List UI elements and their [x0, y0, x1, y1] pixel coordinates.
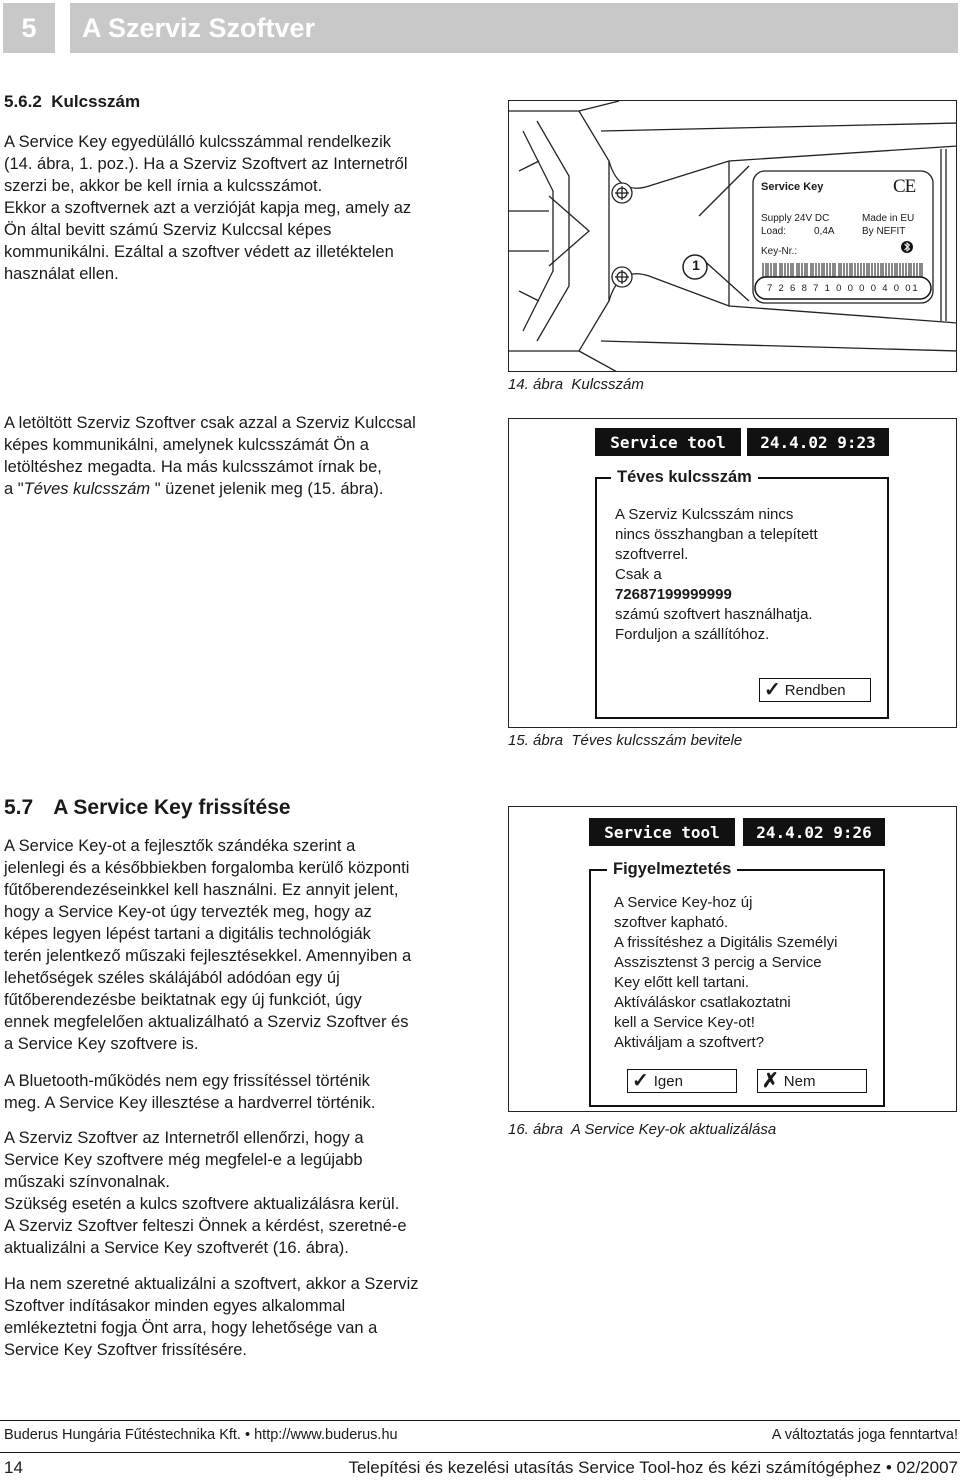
dialog-message — [615, 505, 885, 645]
title-bar-right: 24.4.02 9:23 — [747, 428, 889, 456]
text-line: A letöltött Szerviz Szoftver csak azzal a Szerviz Kulccsal — [4, 414, 416, 432]
section-title: A Service Key frissítése — [53, 796, 291, 819]
paragraph-57-3 — [4, 1127, 474, 1259]
yes-button-label: Igen — [653, 1072, 683, 1090]
supply-label — [761, 213, 829, 224]
section-heading-57 — [4, 796, 291, 820]
text-line: Service Key szoftvere még megfelel-e a legújabb — [4, 1151, 363, 1169]
text-span: a " — [4, 480, 24, 498]
cross-icon: ✗ — [762, 1070, 779, 1092]
made-in: Made in EU — [862, 213, 915, 224]
title-bar-left: Service tool — [595, 428, 741, 456]
message-line: Aktiváljam a szoftvert? — [614, 1034, 765, 1051]
message-line: kell a Service Key-ot! — [614, 1014, 755, 1031]
chapter-title: A Szerviz Szoftver — [82, 12, 316, 43]
section-heading-562: 5.6.2 Kulcsszám — [4, 92, 141, 111]
footer-divider-top — [0, 1420, 960, 1421]
text-line: képes legyen lépést tartani a digitális technológiák — [4, 925, 371, 943]
chapter-title-box — [70, 3, 958, 53]
no-button-label: Nem — [783, 1072, 816, 1090]
figure-15-caption: 15. ábra Téves kulcsszám bevitele — [508, 732, 743, 749]
checkmark-icon: ✓ — [632, 1070, 649, 1092]
message-line: Forduljon a szállítóhoz. — [615, 626, 770, 643]
dialog-message — [614, 893, 884, 1053]
valid-key-number: 72687199999999 — [615, 586, 732, 603]
yes-button[interactable] — [627, 1069, 737, 1093]
text-line — [4, 478, 474, 500]
text-line: Szükség esetén a kulcs szoftvere aktualizálásra kerül. — [4, 1195, 400, 1213]
dialog-title: Téves kulcsszám — [611, 468, 758, 487]
paragraph-57-2 — [4, 1070, 474, 1114]
text-line: képes kommunikálni, amelynek kulcsszámát Ön a — [4, 436, 369, 454]
text-line: használat ellen. — [4, 265, 119, 283]
made-by: By NEFIT — [862, 226, 906, 237]
figure-15-frame — [508, 418, 957, 728]
page-number: 14 — [4, 1458, 23, 1477]
text-line: a Service Key szoftvere is. — [4, 1035, 199, 1053]
text-line: Ön által bevitt számú Szerviz Kulccsal képes — [4, 221, 332, 239]
text-line: műszaki színvonalnak. — [4, 1173, 170, 1191]
message-line: Aktíváláskor csatlakoztatni — [614, 994, 791, 1011]
key-digits: 7 2 6 8 7 1 0 0 0 0 4 0 01 — [767, 283, 920, 294]
text-line: terén jelentkező műszaki fejlesztésekkel. Amennyiben a — [4, 947, 412, 965]
footer-rights: A változtatás joga fenntartva! — [771, 1427, 958, 1443]
text-line: A Service Key-ot a fejlesztők szándéka szerint a — [4, 837, 356, 855]
text-line: meg. A Service Key illesztése a hardverrel történik. — [4, 1094, 376, 1112]
figure-14-frame — [508, 100, 957, 372]
message-line: A Service Key-hoz új — [614, 894, 753, 911]
text-line: Ha nem szeretné aktualizálni a szoftvert, akkor a Szerviz — [4, 1275, 419, 1293]
load-value: 0,4A — [814, 226, 835, 237]
message-line: szoftverrel. — [615, 546, 689, 563]
supply-value: 24V DC — [794, 213, 830, 224]
figure-16-frame — [508, 806, 957, 1112]
paragraph-562-1 — [4, 131, 474, 285]
supply-key: Supply — [761, 213, 792, 224]
document-title: Telepítési és kezelési utasítás Service Tool-hoz és kézi számítógéphez • 02/2007 — [348, 1458, 958, 1477]
key-nr-label: Key-Nr.: — [761, 246, 798, 257]
message-line: nincs összhangban a telepített — [615, 526, 818, 543]
screw-bottom — [612, 267, 632, 287]
text-line: A Service Key egyedülálló kulcsszámmal rendelkezik — [4, 133, 392, 151]
paragraph-562-2 — [4, 412, 474, 500]
footer-divider — [0, 1452, 960, 1453]
title-bar-right: 24.4.02 9:26 — [743, 818, 885, 846]
paragraph-57-1 — [4, 835, 474, 1055]
chapter-number-box — [3, 3, 55, 53]
message-line: Csak a — [615, 566, 662, 583]
text-line: szerzi be, akkor be kell írnia a kulcsszámot. — [4, 177, 323, 195]
text-line: Service Key Szoftver frissítésére. — [4, 1341, 247, 1359]
ce-mark: CE — [893, 176, 916, 197]
dialog-title: Figyelmeztetés — [607, 860, 737, 879]
text-line: Szoftver indításakor minden egyes alkalommal — [4, 1297, 346, 1315]
text-line: A Bluetooth-működés nem egy frissítéssel történik — [4, 1072, 370, 1090]
text-line: A Szerviz Szoftver felteszi Önnek a kérdést, szeretné-e — [4, 1217, 407, 1235]
text-line: letöltéshez megadta. Ha más kulcsszámot írnak be, — [4, 458, 382, 476]
load-label: Load: — [761, 226, 787, 237]
ok-button-label: Rendben — [784, 681, 846, 699]
figure-14-caption: 14. ábra Kulcsszám — [508, 376, 644, 393]
message-line: A frissítéshez a Digitális Személyi — [614, 934, 838, 951]
text-line: A Szerviz Szoftver az Internetről ellenőrzi, hogy a — [4, 1129, 364, 1147]
message-line: számú szoftvert használhatja. — [615, 606, 813, 623]
label-title: Service Key — [761, 181, 824, 193]
no-button[interactable] — [757, 1069, 867, 1093]
text-line: hogy a Service Key-ot úgy tervezték meg, hogy az — [4, 903, 372, 921]
figure-16-caption: 16. ábra A Service Key-ok aktualizálása — [508, 1121, 777, 1138]
paragraph-57-4 — [4, 1273, 474, 1361]
text-line: ennek megfelelően aktualizálható a Szerviz Szoftver és — [4, 1013, 409, 1031]
callout-1: 1 — [692, 257, 700, 273]
text-line: lehetőségek széles skálájából adódóan egy új — [4, 969, 340, 987]
text-line: fűtőberendezésbe beiktatnak egy új funkciót, úgy — [4, 991, 362, 1009]
text-line: kommunikálni. Ezáltal a szoftver védett az illetéktelen — [4, 243, 394, 261]
checkmark-icon: ✓ — [764, 679, 781, 701]
chapter-number: 5 — [21, 12, 37, 43]
message-line: szoftver kapható. — [614, 914, 729, 931]
message-line: Asszisztenst 3 percig a Service — [614, 954, 822, 971]
text-span: " üzenet jelenik meg (15. ábra). — [150, 480, 384, 498]
text-line: emlékeztetni fogja Önt arra, hogy lehetősége van a — [4, 1319, 378, 1337]
ok-button[interactable] — [759, 678, 871, 702]
title-bar-left: Service tool — [589, 818, 735, 846]
text-line: aktualizálni a Service Key szoftverét (16. ábra). — [4, 1239, 349, 1257]
message-line: Key előtt kell tartani. — [614, 974, 750, 991]
footer-company: Buderus Hungária Fűtéstechnika Kft. • http://www.buderus.hu — [4, 1427, 398, 1443]
screw-top — [612, 183, 632, 203]
message-line: A Szerviz Kulcsszám nincs — [615, 506, 794, 523]
text-line: (14. ábra, 1. poz.). Ha a Szerviz Szoftvert az Internetről — [4, 155, 408, 173]
text-line: Ekkor a szoftvernek azt a verzióját kapja meg, amely az — [4, 199, 412, 217]
error-message-name: Téves kulcsszám — [23, 480, 151, 498]
text-line: jelenlegi és a későbbiekben forgalomba kerülő központi — [4, 859, 410, 877]
text-line: fűtőberendezéseinkkel kell használni. Ez annyit jelent, — [4, 881, 399, 899]
section-number: 5.7 — [4, 796, 34, 819]
